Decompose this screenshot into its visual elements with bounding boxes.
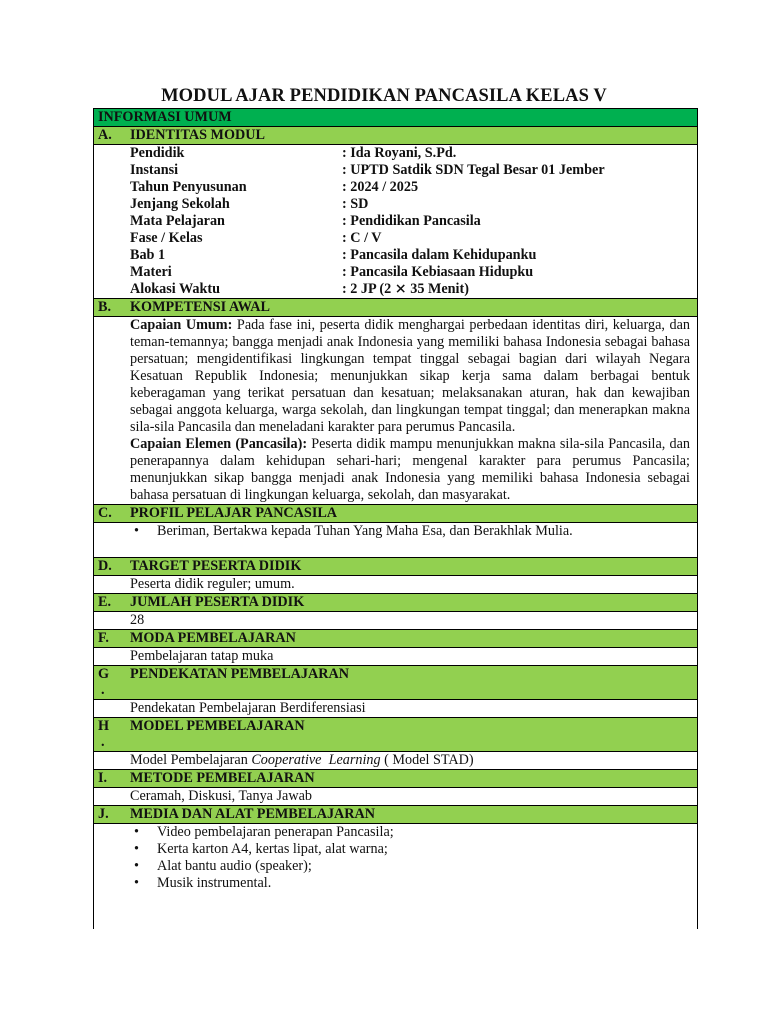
section-number (98, 666, 124, 698)
section-i-header (94, 770, 697, 788)
profile-body (94, 523, 697, 558)
identity-value: : Pancasila dalam Kehidupanku (342, 247, 537, 263)
section-label: MODA PEMBELAJARAN (130, 630, 296, 646)
model-text-pre: Model Pembelajaran (130, 752, 252, 768)
section-label: JUMLAH PESERTA DIDIK (130, 594, 305, 610)
identity-row (130, 247, 690, 264)
approach-body: Pendekatan Pembelajaran Berdiferensiasi (94, 700, 697, 718)
count-body: 28 (94, 612, 697, 630)
section-label: KOMPETENSI AWAL (130, 299, 270, 315)
identity-value: : UPTD Satdik SDN Tegal Besar 01 Jember (342, 162, 605, 178)
list-item: • Beriman, Bertakwa kepada Tuhan Yang Maha Esa, dan Berakhlak Mulia. (130, 523, 690, 540)
identity-key: Instansi (130, 162, 179, 178)
section-label: PENDEKATAN PEMBELAJARAN (130, 666, 349, 682)
section-number: A. (98, 127, 112, 143)
identity-key: Jenjang Sekolah (130, 196, 230, 212)
capaian-umum-text: Pada fase ini, peserta didik menghargai perbedaan identitas diri, keluarga, dan teman-temannya; bangga menjadi anak Indonesia yang memiliki bahasa Indonesia sebagai bahasa persatuan; mengidentifikasi lingkungan tempat tinggal sebagai bagian dari wilayah Negara Kesatuan Republik Indonesia; menunjukkan sikap kerja sama dalam berbagai bentuk keberagaman yang terikat persatuan dan kesatuan; melaksanakan aturan, hak dan kewajiban sebagai anggota keluarga, warga sekolah, dan lingkungan tempat tinggal; dan menerapkan makna sila-sila Pancasila dan meneladani karakter para perumus Pancasila. (130, 317, 691, 435)
info-header-label: INFORMASI UMUM (98, 109, 232, 125)
identity-row (130, 264, 690, 281)
identity-row (130, 230, 690, 247)
capaian-elemen-label: Capaian Elemen (Pancasila): (130, 436, 308, 452)
section-e-header (94, 594, 697, 612)
media-list (130, 824, 690, 892)
identity-key: Mata Pelajaran (130, 213, 225, 229)
section-f-header (94, 630, 697, 648)
identity-row (130, 179, 690, 196)
capaian-elemen-paragraph (130, 436, 690, 504)
capaian-umum-paragraph (130, 317, 690, 436)
section-letter: G (98, 666, 110, 682)
section-h-header (94, 718, 697, 752)
section-number: B. (98, 299, 112, 315)
section-letter: H (98, 718, 110, 734)
identity-value: : Pancasila Kebiasaan Hidupku (342, 264, 534, 280)
section-label: METODE PEMBELAJARAN (130, 770, 315, 786)
profile-list (130, 523, 690, 540)
section-dot: . (101, 734, 105, 750)
list-item: • Alat bantu audio (speaker); (130, 858, 690, 875)
section-a-header (94, 127, 697, 145)
section-dot: . (101, 682, 105, 698)
section-number: C. (98, 505, 112, 521)
section-d-header (94, 558, 697, 576)
section-label: PROFIL PELAJAR PANCASILA (130, 505, 338, 521)
identity-key: Pendidik (130, 145, 185, 161)
identity-key: Materi (130, 264, 172, 280)
capaian-umum-label: Capaian Umum: (130, 317, 233, 333)
model-text-post: ( Model STAD) (380, 752, 474, 768)
identity-row (130, 213, 690, 230)
section-number (98, 718, 124, 750)
competency-body (94, 317, 697, 505)
identity-value: : C / V (342, 230, 382, 246)
identity-row (130, 145, 690, 162)
list-item: • Video pembelajaran penerapan Pancasila; (130, 824, 690, 841)
capaian-elemen-text: Peserta didik mampu menunjukkan makna sila-sila Pancasila, dan penerapannya dalam kehidupan sehari-hari; mengenal karakter para perumus Pancasila; menunjukkan sikap bangga menjadi anak Indonesia yang memiliki bahasa Indonesia sebagai bahasa persatuan di lingkungan keluarga, sekolah, dan masyarakat. (130, 436, 690, 503)
list-item: • Kerta karton A4, kertas lipat, alat warna; (130, 841, 690, 858)
identity-key: Bab 1 (130, 247, 166, 263)
identity-row (130, 196, 690, 213)
section-c-header (94, 505, 697, 523)
section-number: F. (98, 630, 109, 646)
model-body (94, 752, 697, 770)
identity-value: : Pendidikan Pancasila (342, 213, 481, 229)
identity-value: : SD (342, 196, 369, 212)
identity-row (130, 162, 690, 179)
section-number: I. (98, 770, 108, 786)
media-body (94, 824, 697, 892)
target-body: Peserta didik reguler; umum. (94, 576, 697, 594)
method-body: Ceramah, Diskusi, Tanya Jawab (94, 788, 697, 806)
identity-value: : 2 JP (2 ⨯ 35 Menit) (342, 281, 469, 297)
identity-key: Tahun Penyusunan (130, 179, 247, 195)
identity-row (130, 281, 690, 298)
section-label: IDENTITAS MODUL (130, 127, 265, 143)
identity-value: : Ida Royani, S.Pd. (342, 145, 457, 161)
identity-key: Alokasi Waktu (130, 281, 221, 297)
section-b-header (94, 299, 697, 317)
section-number: J. (98, 806, 109, 822)
model-text-italic: Cooperative Learning (251, 752, 381, 768)
section-number: D. (98, 558, 112, 574)
module-table (93, 108, 698, 929)
section-label: MODEL PEMBELAJARAN (130, 718, 305, 734)
section-label: MEDIA DAN ALAT PEMBELAJARAN (130, 806, 376, 822)
document-title: MODUL AJAR PENDIDIKAN PANCASILA KELAS V (161, 86, 607, 106)
mode-body: Pembelajaran tatap muka (94, 648, 697, 666)
identity-value: : 2024 / 2025 (342, 179, 419, 195)
list-item: • Musik instrumental. (130, 875, 690, 892)
section-label: TARGET PESERTA DIDIK (130, 558, 302, 574)
identity-body (94, 145, 697, 299)
section-number: E. (98, 594, 112, 610)
section-j-header (94, 806, 697, 824)
info-header (94, 109, 697, 127)
section-g-header (94, 666, 697, 700)
identity-key: Fase / Kelas (130, 230, 203, 246)
